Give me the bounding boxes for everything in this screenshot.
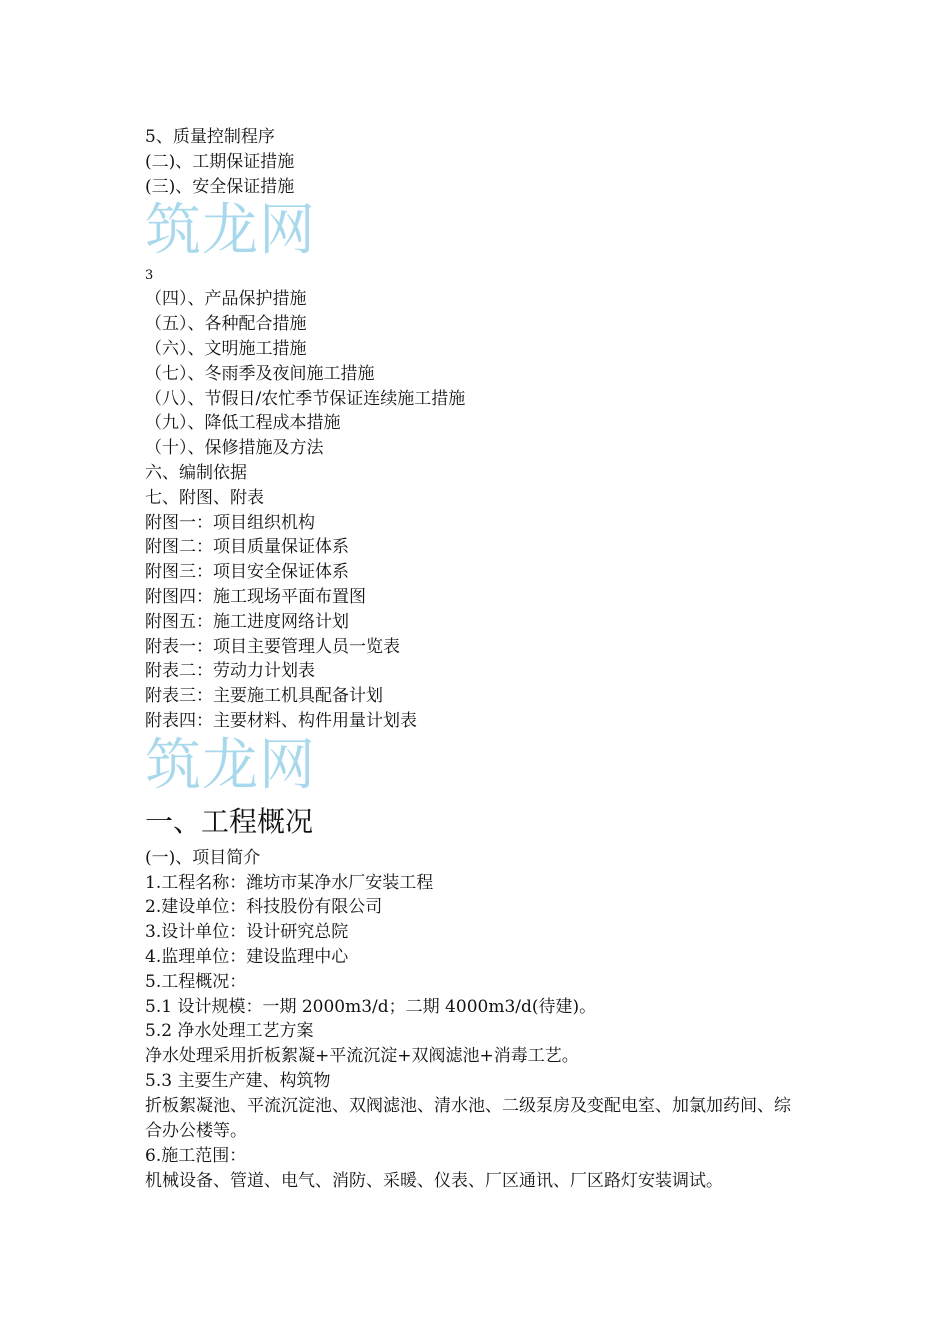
toc-entry: 附图五：施工进度网络计划	[145, 611, 349, 632]
toc-entry: 附表一：项目主要管理人员一览表	[145, 636, 400, 657]
document-page	[145, 125, 825, 1193]
toc-entry: （十）、保修措施及方法	[145, 438, 324, 459]
toc-entry: 5、质量控制程序	[145, 127, 275, 147]
toc-entry: (三)、安全保证措施	[145, 176, 295, 197]
process-label: 5.2 净水处理工艺方案	[145, 1021, 314, 1042]
toc-entry: （七）、冬雨季及夜间施工措施	[145, 363, 375, 384]
toc-entry: 六、编制依据	[145, 462, 247, 483]
toc-entry: 七、附图、附表	[145, 487, 264, 508]
watermark-logo: 筑龙网	[145, 198, 316, 264]
toc-entry: （八）、节假日/农忙季节保证连续施工措施	[145, 388, 466, 409]
supervision-unit: 4.监理单位：建设监理中心	[145, 946, 349, 967]
design-unit: 3.设计单位：设计研究总院	[145, 922, 349, 943]
watermark-logo: 筑龙网	[145, 732, 316, 798]
toc-entry: 附图三：项目安全保证体系	[145, 562, 349, 583]
overview-label: 5.工程概况：	[145, 971, 247, 992]
process-text: 净水处理采用折板絮凝+平流沉淀+双阀滤池+消毒工艺。	[145, 1046, 579, 1067]
scope-label: 6.施工范围：	[145, 1145, 247, 1166]
subheading: (一)、项目简介	[145, 847, 261, 868]
project-name: 1.工程名称：潍坊市某净水厂安装工程	[145, 872, 434, 893]
scope-text: 机械设备、管道、电气、消防、采暖、仪表、厂区通讯、厂区路灯安装调试。	[145, 1170, 723, 1191]
design-scale: 5.1 设计规模：一期 2000m3/d；二期 4000m3/d(待建)。	[145, 996, 597, 1017]
structures-label: 5.3 主要生产建、构筑物	[145, 1070, 331, 1091]
toc-entry: 附表四：主要材料、构件用量计划表	[145, 710, 417, 731]
toc-entry: （六）、文明施工措施	[145, 338, 307, 359]
toc-entry: 附图一：项目组织机构	[145, 512, 315, 533]
toc-entry: （五）、各种配合措施	[145, 314, 307, 335]
section-heading: 一、工程概况	[145, 804, 314, 838]
toc-entry: 附表二：劳动力计划表	[145, 661, 315, 682]
toc-entry: 附表三：主要施工机具配备计划	[145, 686, 383, 707]
toc-entry: （四）、产品保护措施	[145, 289, 307, 310]
toc-entry: 附图二：项目质量保证体系	[145, 537, 349, 558]
toc-entry: （九）、降低工程成本措施	[145, 413, 341, 434]
page-number: 3	[145, 268, 154, 284]
structures-text: 折板絮凝池、平流沉淀池、双阀滤池、清水池、二级泵房及变配电室、加氯加药间、综合办公楼等。	[145, 1095, 791, 1141]
toc-entry: 附图四：施工现场平面布置图	[145, 586, 366, 607]
toc-entry: (二)、工期保证措施	[145, 151, 295, 172]
builder-unit: 2.建设单位：科技股份有限公司	[145, 897, 383, 918]
